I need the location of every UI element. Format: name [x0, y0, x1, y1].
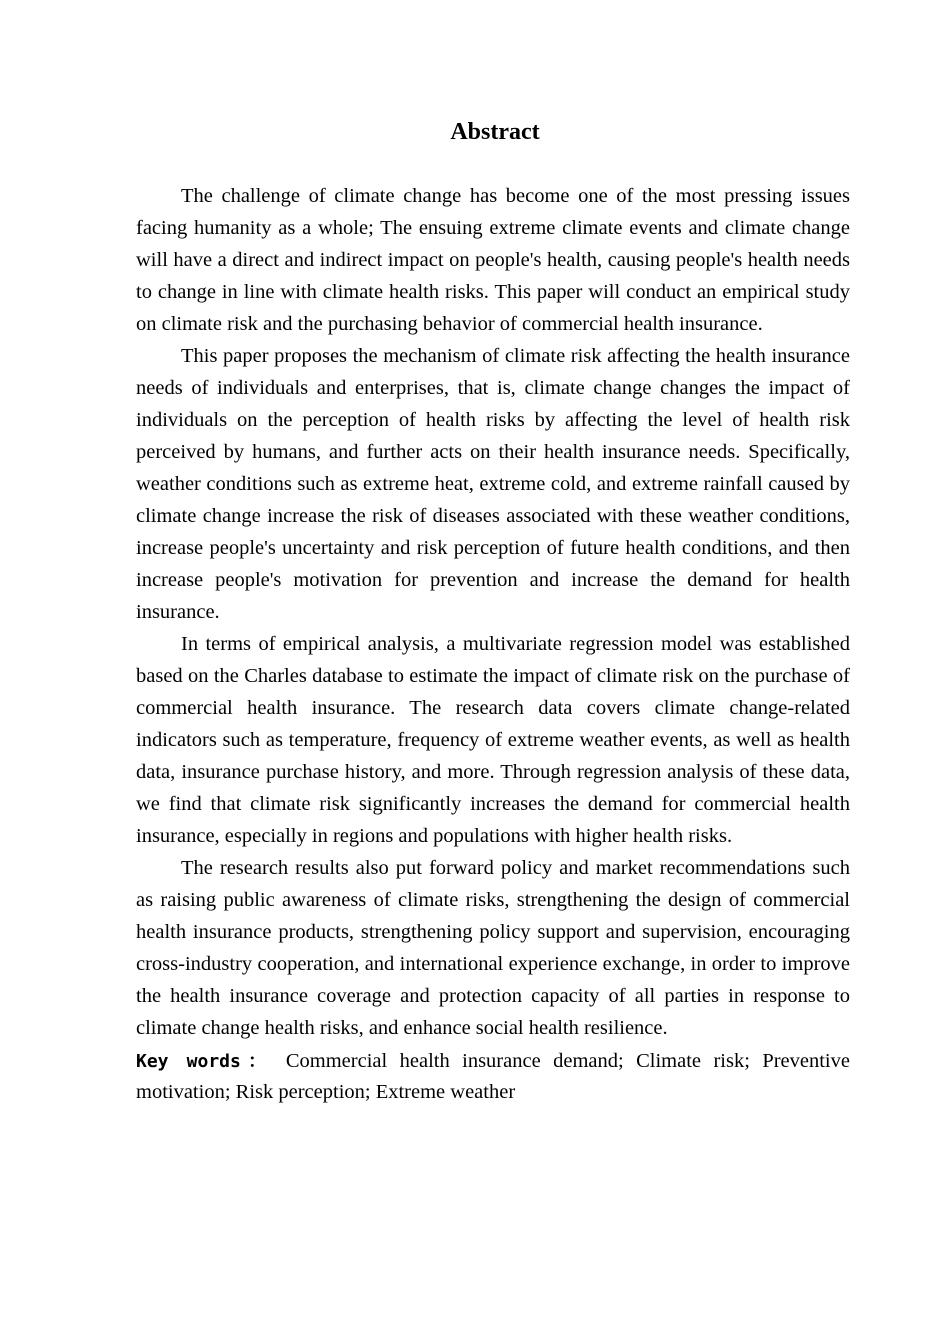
abstract-page	[136, 116, 850, 1108]
keywords-text: Commercial health insurance demand; Climate risk; Preventive motivation; Risk perception; Extreme weather	[136, 1050, 850, 1103]
keywords-line	[136, 1046, 850, 1108]
abstract-paragraph-3: In terms of empirical analysis, a multivariate regression model was established based on the Charles database to estimate the impact of climate risk on the purchase of commercial health insurance. The research data covers climate change-related indicators such as temperature, frequency of extreme weather events, as well as health data, insurance purchase history, and more. Through regression analysis of these data, we find that climate risk significantly increases the demand for commercial health insurance, especially in regions and populations with higher health risks.	[136, 633, 850, 847]
keywords-label: Key words：	[136, 1051, 274, 1072]
abstract-paragraph-4: The research results also put forward policy and market recommendations such as raising public awareness of climate risks, strengthening the design of commercial health insurance products, strengthening policy support and supervision, encouraging cross-industry cooperation, and international experience exchange, in order to improve the health insurance coverage and protection capacity of all parties in response to climate change health risks, and enhance social health resilience.	[136, 857, 850, 1039]
abstract-paragraph-2: This paper proposes the mechanism of climate risk affecting the health insurance needs of individuals and enterprises, that is, climate change changes the impact of individuals on the perception of health risks by affecting the level of health risk perceived by humans, and further acts on their health insurance needs. Specifically, weather conditions such as extreme heat, extreme cold, and extreme rainfall caused by climate change increase the risk of diseases associated with these weather conditions, increase people's uncertainty and risk perception of future health conditions, and then increase people's motivation for prevention and increase the demand for health insurance.	[136, 345, 850, 623]
abstract-paragraph-1: The challenge of climate change has become one of the most pressing issues facing humanity as a whole; The ensuing extreme climate events and climate change will have a direct and indirect impact on people's health, causing people's health needs to change in line with climate health risks. This paper will conduct an empirical study on climate risk and the purchasing behavior of commercial health insurance.	[136, 185, 850, 335]
abstract-title: Abstract	[450, 119, 540, 145]
